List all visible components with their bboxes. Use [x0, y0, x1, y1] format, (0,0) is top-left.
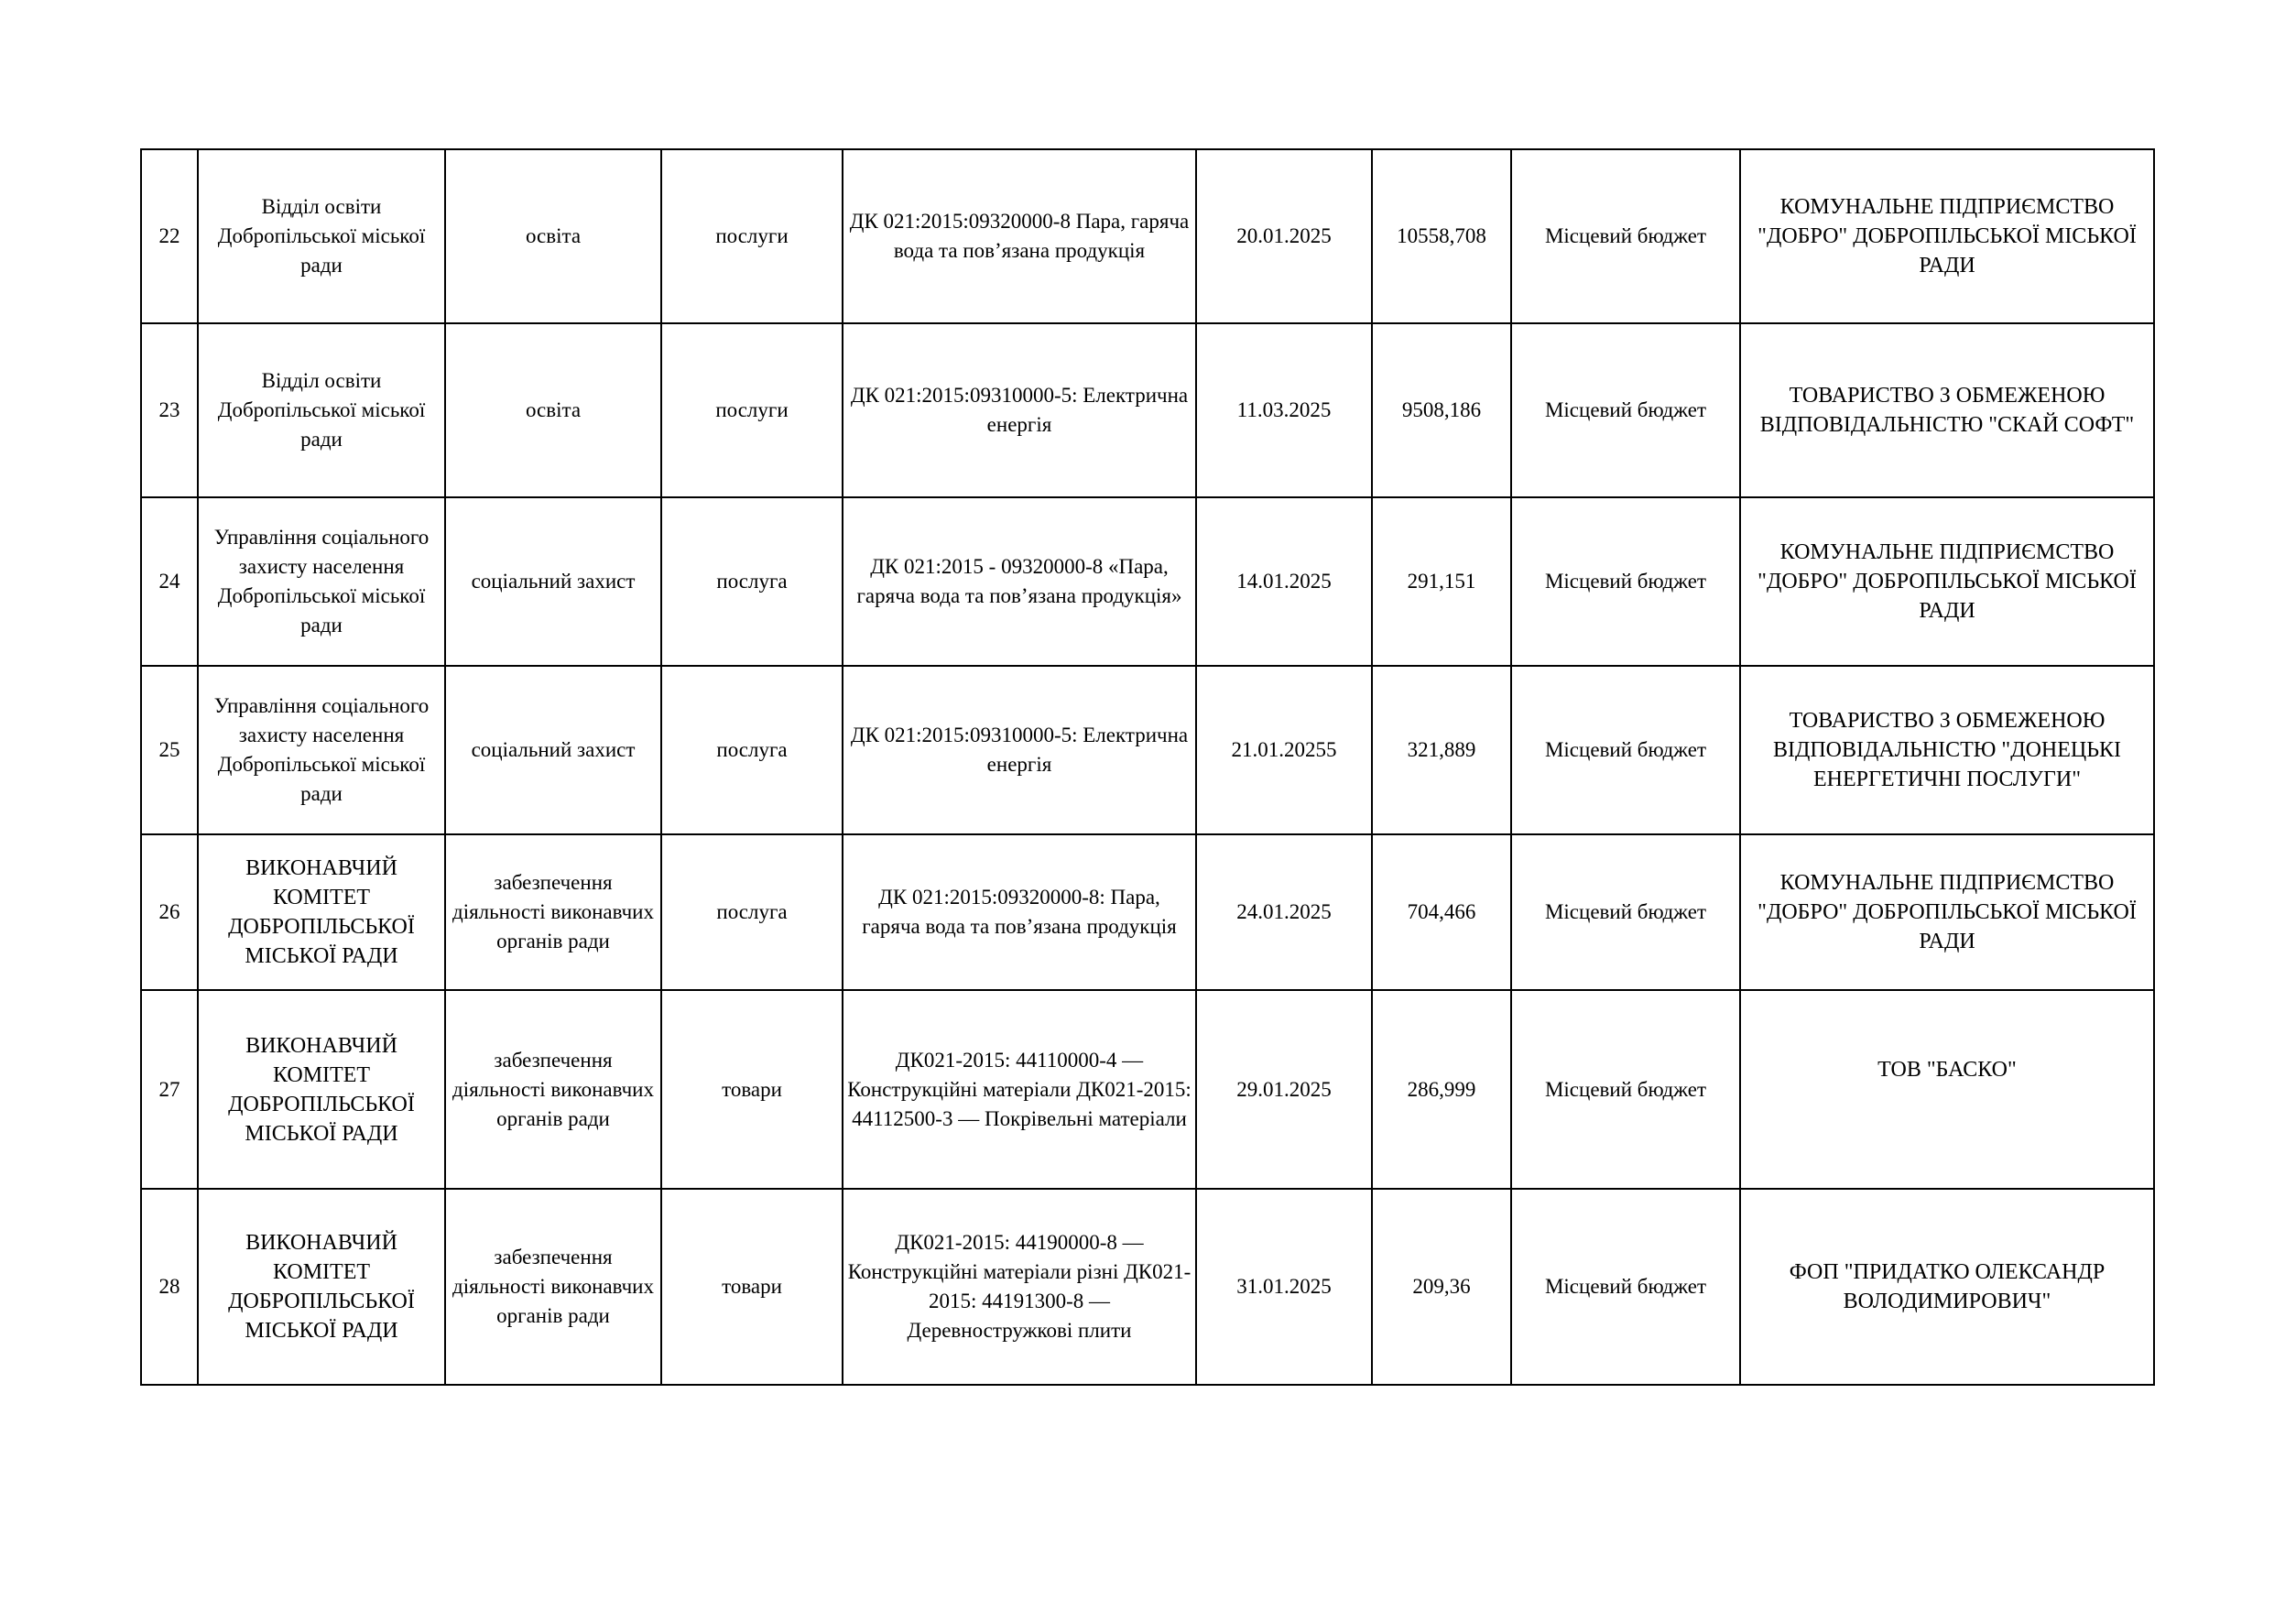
- procurement-table: [140, 148, 2155, 1386]
- code-cell: ДК 021:2015:09320000-8 Пара, гаряча вода та пов’язана продукція: [843, 149, 1196, 323]
- table-row: [141, 666, 2154, 834]
- amount-cell: 321,889: [1372, 666, 1511, 834]
- funding-cell: Місцевий бюджет: [1511, 1189, 1740, 1385]
- type-cell: послуги: [661, 149, 843, 323]
- amount-cell: 286,999: [1372, 990, 1511, 1189]
- sector-cell: соціальний захист: [445, 666, 661, 834]
- sector-cell: забезпечення діяльності виконавчих органів ради: [445, 1189, 661, 1385]
- code-cell: ДК 021:2015:09310000-5: Електрична енергія: [843, 666, 1196, 834]
- row-number: 26: [141, 834, 198, 990]
- organization-cell: ВИКОНАВЧИЙ КОМІТЕТ ДОБРОПІЛЬСЬКОЇ МІСЬКОЇ РАДИ: [198, 990, 445, 1189]
- date-cell: 14.01.2025: [1196, 497, 1372, 666]
- funding-cell: Місцевий бюджет: [1511, 834, 1740, 990]
- table-row: [141, 834, 2154, 990]
- sector-cell: забезпечення діяльності виконавчих органів ради: [445, 990, 661, 1189]
- table-row: [141, 990, 2154, 1189]
- row-number: 24: [141, 497, 198, 666]
- amount-cell: 209,36: [1372, 1189, 1511, 1385]
- supplier-cell: ФОП "ПРИДАТКО ОЛЕКСАНДР ВОЛОДИМИРОВИЧ": [1740, 1189, 2154, 1385]
- code-cell: ДК 021:2015 - 09320000-8 «Пара, гаряча вода та пов’язана продукція»: [843, 497, 1196, 666]
- funding-cell: Місцевий бюджет: [1511, 323, 1740, 497]
- funding-cell: Місцевий бюджет: [1511, 149, 1740, 323]
- table-row: [141, 497, 2154, 666]
- type-cell: послуги: [661, 323, 843, 497]
- amount-cell: 704,466: [1372, 834, 1511, 990]
- type-cell: послуга: [661, 497, 843, 666]
- code-cell: ДК021-2015: 44190000-8 — Конструкційні матеріали різні ДК021-2015: 44191300-8 — Деревностружкові плити: [843, 1189, 1196, 1385]
- date-cell: 20.01.2025: [1196, 149, 1372, 323]
- sector-cell: освіта: [445, 323, 661, 497]
- sector-cell: забезпечення діяльності виконавчих органів ради: [445, 834, 661, 990]
- table-row: [141, 149, 2154, 323]
- organization-cell: Управління соціального захисту населення Добропільської міської ради: [198, 497, 445, 666]
- date-cell: 21.01.20255: [1196, 666, 1372, 834]
- code-cell: ДК021-2015: 44110000-4 — Конструкційні матеріали ДК021-2015: 44112500-3 — Покрівельні матеріали: [843, 990, 1196, 1189]
- code-cell: ДК 021:2015:09310000-5: Електрична енергія: [843, 323, 1196, 497]
- organization-cell: Управління соціального захисту населення Добропільської міської ради: [198, 666, 445, 834]
- sector-cell: освіта: [445, 149, 661, 323]
- date-cell: 29.01.2025: [1196, 990, 1372, 1189]
- code-cell: ДК 021:2015:09320000-8: Пара, гаряча вода та пов’язана продукція: [843, 834, 1196, 990]
- date-cell: 24.01.2025: [1196, 834, 1372, 990]
- funding-cell: Місцевий бюджет: [1511, 497, 1740, 666]
- supplier-cell: ТОВАРИСТВО З ОБМЕЖЕНОЮ ВІДПОВІДАЛЬНІСТЮ "ДОНЕЦЬКІ ЕНЕРГЕТИЧНІ ПОСЛУГИ": [1740, 666, 2154, 834]
- row-number: 22: [141, 149, 198, 323]
- row-number: 23: [141, 323, 198, 497]
- supplier-cell: КОМУНАЛЬНЕ ПІДПРИЄМСТВО "ДОБРО" ДОБРОПІЛЬСЬКОЇ МІСЬКОЇ РАДИ: [1740, 497, 2154, 666]
- organization-cell: ВИКОНАВЧИЙ КОМІТЕТ ДОБРОПІЛЬСЬКОЇ МІСЬКОЇ РАДИ: [198, 834, 445, 990]
- date-cell: 31.01.2025: [1196, 1189, 1372, 1385]
- funding-cell: Місцевий бюджет: [1511, 990, 1740, 1189]
- type-cell: товари: [661, 990, 843, 1189]
- type-cell: послуга: [661, 666, 843, 834]
- organization-cell: Відділ освіти Добропільської міської ради: [198, 323, 445, 497]
- row-number: 28: [141, 1189, 198, 1385]
- funding-cell: Місцевий бюджет: [1511, 666, 1740, 834]
- supplier-cell: ТОВ "БАСКО": [1740, 990, 2154, 1189]
- amount-cell: 291,151: [1372, 497, 1511, 666]
- row-number: 25: [141, 666, 198, 834]
- sector-cell: соціальний захист: [445, 497, 661, 666]
- date-cell: 11.03.2025: [1196, 323, 1372, 497]
- organization-cell: Відділ освіти Добропільської міської ради: [198, 149, 445, 323]
- amount-cell: 10558,708: [1372, 149, 1511, 323]
- type-cell: товари: [661, 1189, 843, 1385]
- supplier-cell: ТОВАРИСТВО З ОБМЕЖЕНОЮ ВІДПОВІДАЛЬНІСТЮ "СКАЙ СОФТ": [1740, 323, 2154, 497]
- supplier-cell: КОМУНАЛЬНЕ ПІДПРИЄМСТВО "ДОБРО" ДОБРОПІЛЬСЬКОЇ МІСЬКОЇ РАДИ: [1740, 149, 2154, 323]
- table-row: [141, 323, 2154, 497]
- row-number: 27: [141, 990, 198, 1189]
- type-cell: послуга: [661, 834, 843, 990]
- table-row: [141, 1189, 2154, 1385]
- organization-cell: ВИКОНАВЧИЙ КОМІТЕТ ДОБРОПІЛЬСЬКОЇ МІСЬКОЇ РАДИ: [198, 1189, 445, 1385]
- supplier-cell: КОМУНАЛЬНЕ ПІДПРИЄМСТВО "ДОБРО" ДОБРОПІЛЬСЬКОЇ МІСЬКОЇ РАДИ: [1740, 834, 2154, 990]
- amount-cell: 9508,186: [1372, 323, 1511, 497]
